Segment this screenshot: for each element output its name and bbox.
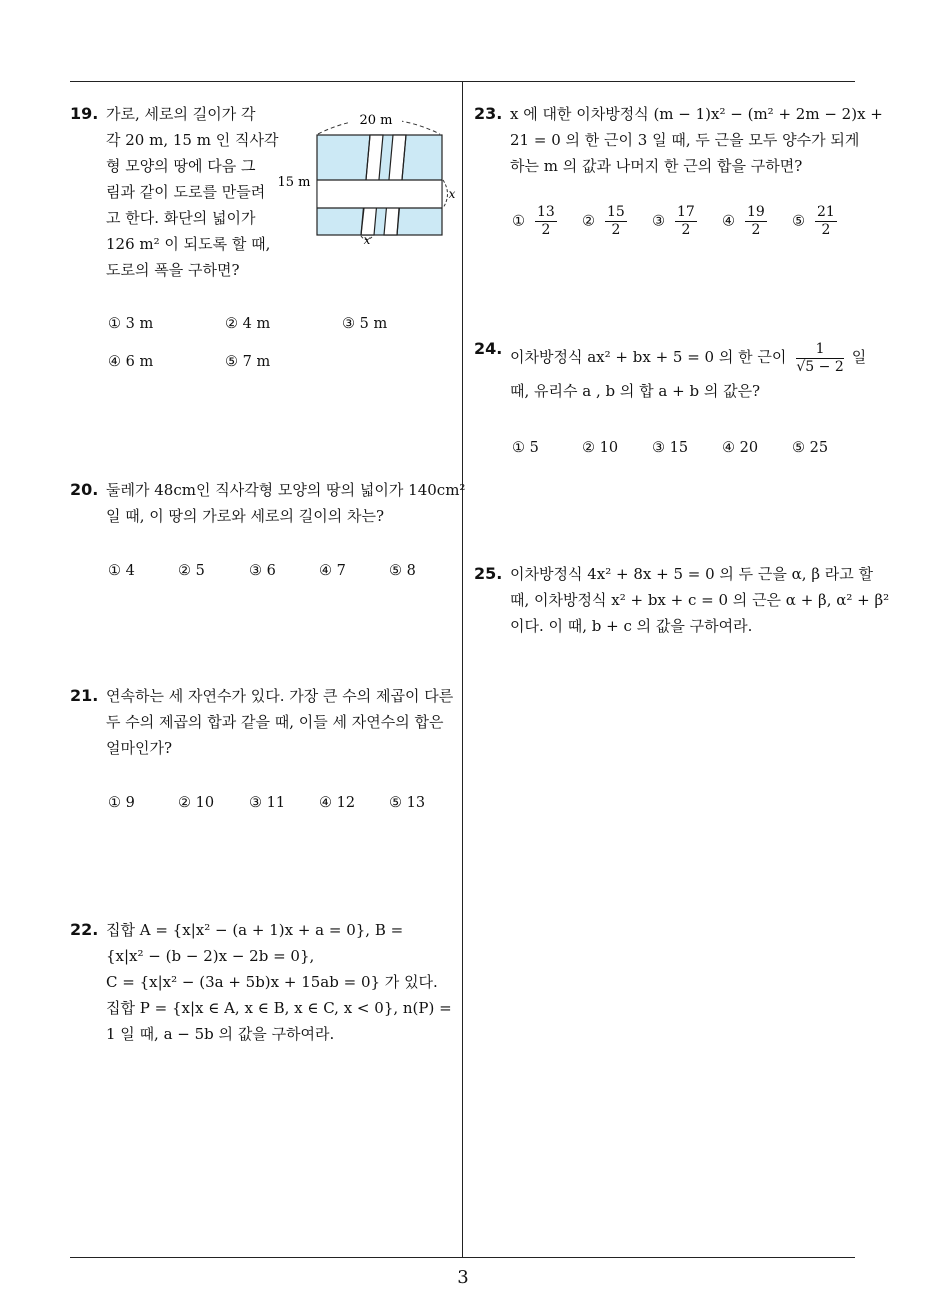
column-divider [462,82,463,1258]
x-bottom-label: x [363,233,371,246]
option-5[interactable]: ⑤ 8 [389,563,416,579]
question-number: 23. [474,104,503,123]
question-text [510,101,883,179]
text-line: C = {x|x² − (3a + 5b)x + 15ab = 0} 가 있다. [106,973,438,991]
option-fraction: $\frac{13}{2}$ [537,204,555,238]
text-before-fraction: 이차방정식 ax² + bx + 5 = 0 의 한 근이 [510,348,787,366]
text-line: 연속하는 세 자연수가 있다. 가장 큰 수의 제곱이 다른 [106,687,454,705]
question-text [106,917,452,1047]
text-line: 집합 P = {x|x ∈ A, x ∈ B, x ∈ C, x < 0}, n(P) = [106,999,452,1017]
text-line: 각 20 m, 15 m 인 직사각 [106,131,279,149]
text-line: 둘레가 48cm인 직사각형 모양의 땅의 넓이가 140cm² [106,481,466,499]
page-number: 3 [457,1267,469,1288]
question-number: 25. [474,564,503,583]
option-5[interactable]: ⑤ 25 [792,440,829,456]
option-4[interactable]: ④ 20 [722,440,759,456]
option-fraction: $\frac{21}{2}$ [817,204,835,238]
text-line: 126 m² 이 되도록 할 때, [106,235,271,253]
question-number: 19. [70,104,99,123]
text-line-1 [510,336,866,378]
option-3[interactable]: ③ 11 [249,795,286,811]
question-text [106,101,278,283]
text-line: 일 때, 이 땅의 가로와 세로의 길이의 차는? [106,507,385,525]
text-line-2: 때, 유리수 a , b 의 합 a + b 의 값은? [510,382,761,400]
road-figure [276,106,460,246]
option-2[interactable]: ② 4 m [225,316,271,332]
question-number: 21. [70,686,99,705]
text-line: 집합 A = {x|x² − (a + 1)x + a = 0}, B = [106,921,404,939]
height-label: 15 m [277,175,311,190]
option-mark: ⑤ [792,213,805,230]
option-1[interactable]: ① 4 [108,563,135,579]
question-text [106,477,465,529]
text-line: 1 일 때, a − 5b 의 값을 구하여라. [106,1025,335,1043]
option-4[interactable] [722,204,767,239]
option-4[interactable]: ④ 6 m [108,354,154,370]
root-fraction: $\frac{1}{√5 - 2}$ [796,340,844,375]
option-mark: ④ [722,213,735,230]
text-line: 두 수의 제곱의 합과 같을 때, 이들 세 자연수의 합은 [106,713,444,731]
option-1[interactable]: ① 9 [108,795,135,811]
text-after-fraction: 일 [851,348,867,366]
question-text [106,683,453,761]
text-line: 고 한다. 화단의 넓이가 [106,209,256,227]
text-line: 형 모양의 땅에 다음 그 [106,157,256,175]
option-3[interactable]: ③ 5 m [342,316,388,332]
option-fraction: $\frac{17}{2}$ [677,204,695,238]
text-line: 얼마인가? [106,739,173,757]
option-mark: ① [512,213,525,230]
question-number: 22. [70,920,99,939]
option-3[interactable]: ③ 6 [249,563,276,579]
text-line: 이차방정식 4x² + 8x + 5 = 0 의 두 근을 α, β 라고 할 [510,565,874,583]
question-number: 20. [70,480,99,499]
option-1[interactable] [512,204,557,239]
option-3[interactable] [652,204,697,239]
question-text [510,336,866,404]
option-2[interactable]: ② 5 [178,563,205,579]
option-1[interactable]: ① 5 [512,440,539,456]
text-line: 도로의 폭을 구하면? [106,261,240,279]
option-5[interactable]: ⑤ 13 [389,795,426,811]
text-line: 이다. 이 때, b + c 의 값을 구하여라. [510,617,753,635]
bottom-rule [70,1257,855,1258]
text-line: 하는 m 의 값과 나머지 한 근의 합을 구하면? [510,157,803,175]
option-4[interactable]: ④ 7 [319,563,346,579]
text-line: 림과 같이 도로를 만들려 [106,183,266,201]
option-3[interactable]: ③ 15 [652,440,689,456]
text-line: 때, 이차방정식 x² + bx + c = 0 의 근은 α + β, α² + β² [510,591,890,609]
option-1[interactable]: ① 3 m [108,316,154,332]
text-line: 가로, 세로의 길이가 각 [106,105,256,123]
option-2[interactable]: ② 10 [582,440,619,456]
option-fraction: $\frac{15}{2}$ [607,204,625,238]
text-line: x 에 대한 이차방정식 (m − 1)x² − (m² + 2m − 2)x + [510,105,883,123]
question-number: 24. [474,339,503,358]
x-right-label: x [448,187,456,201]
option-2[interactable]: ② 10 [178,795,215,811]
text-line: 21 = 0 의 한 근이 3 일 때, 두 근을 모두 양수가 되게 [510,131,860,149]
width-label: 20 m [359,113,393,128]
text-line: {x|x² − (b − 2)x − 2b = 0}, [106,947,315,965]
option-5[interactable] [792,204,837,239]
question-text [510,561,889,639]
option-mark: ② [582,213,595,230]
option-5[interactable]: ⑤ 7 m [225,354,271,370]
option-2[interactable] [582,204,627,239]
option-fraction: $\frac{19}{2}$ [747,204,765,238]
option-mark: ③ [652,213,665,230]
option-4[interactable]: ④ 12 [319,795,356,811]
